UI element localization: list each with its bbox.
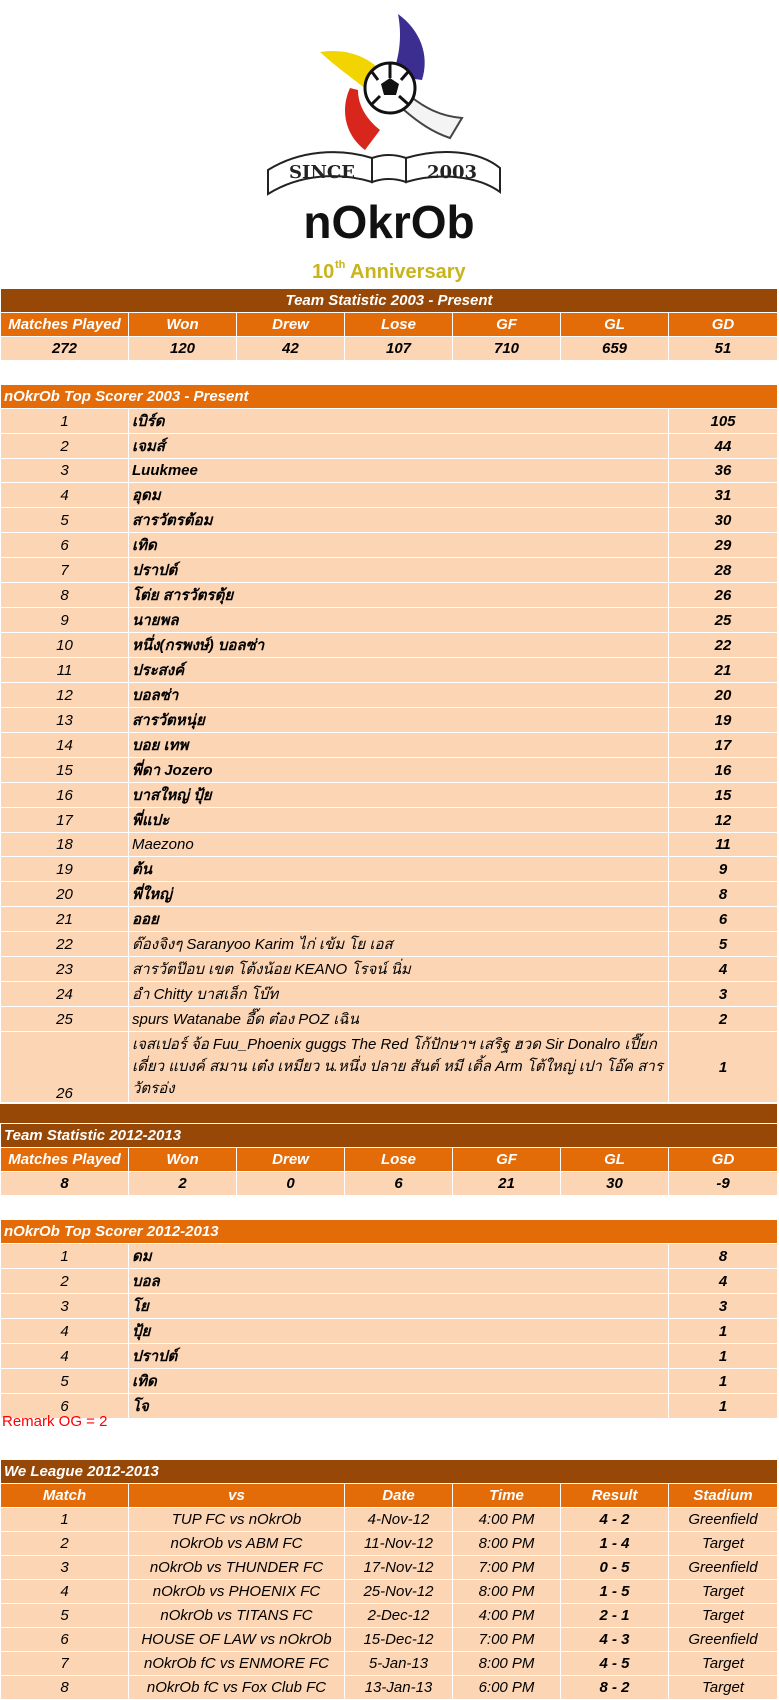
scorer-name: ปราปต์ [129,1344,669,1369]
scorer-rank: 12 [1,683,129,708]
scorer-row [1,1269,778,1294]
fixture-date: 5-Jan-13 [345,1652,453,1676]
fixture-time: 8:00 PM [453,1580,561,1604]
anniversary-suffix: th [335,259,346,271]
scorer-rank: 4 [1,483,129,508]
scorer-name: ต้น [129,857,669,882]
fixture-result: 1 - 5 [561,1580,669,1604]
fixture-date: 2-Dec-12 [345,1604,453,1628]
scorer-goals: 26 [669,583,778,608]
fixture-date: 4-Nov-12 [345,1508,453,1532]
header-cell: Match [1,1484,129,1508]
fixture-vs: nOkrOb vs ABM FC [129,1532,345,1556]
scorer-name: หนึ่ง(กรพงษ์) บอลซ่า [129,633,669,658]
league-header [1,1484,778,1508]
fixture-row [1,1556,778,1580]
team-statistic-season-table [0,1123,778,1196]
scorer-goals: 12 [669,808,778,833]
fixture-row [1,1676,778,1700]
fixture-stadium: Target [669,1580,778,1604]
scorer-name: เทิด [129,533,669,558]
scorer-goals: 8 [669,882,778,907]
header-cell: Won [129,313,237,337]
fixture-result: 4 - 5 [561,1652,669,1676]
fixture-time: 4:00 PM [453,1604,561,1628]
fixture-result: 8 - 2 [561,1676,669,1700]
scorer-rank: 8 [1,583,129,608]
scorer-row [1,808,778,833]
scorer-rank: 19 [1,857,129,882]
scorer-row [1,1294,778,1319]
scorer-rank: 18 [1,833,129,857]
fixture-result: 4 - 3 [561,1628,669,1652]
scorer-row [1,483,778,508]
scorer-goals: 17 [669,733,778,758]
team-statistic-all-table [0,288,778,361]
scorer-goals: 4 [669,1269,778,1294]
scorer-rank: 14 [1,733,129,758]
scorer-rank: 5 [1,1369,129,1394]
fixture-time: 7:00 PM [453,1556,561,1580]
fixture-result: 4 - 2 [561,1508,669,1532]
fixture-vs: nOkrOb vs PHOENIX FC [129,1580,345,1604]
scorer-name: นายพล [129,608,669,633]
fixture-stadium: Target [669,1532,778,1556]
own-goal-remark: Remark OG = 2 [2,1413,108,1430]
header-cell: GD [669,313,778,337]
top-scorer-season-title: nOkrOb Top Scorer 2012-2013 [1,1220,778,1244]
fixture-row [1,1652,778,1676]
fixture-row [1,1508,778,1532]
scorer-row [1,957,778,982]
scorer-row [1,1394,778,1419]
scorer-name: สารวัตป๊อบ เขต โต้งน้อย KEANO โรจน์ นิ่ม [129,957,669,982]
scorer-name: ต๊องจิงๆ Saranyoo Karim ไก่ เข้ม โย เอส [129,932,669,957]
league-fixtures-table [0,1459,778,1700]
scorer-rank: 9 [1,608,129,633]
scorer-row [1,608,778,633]
scorer-name: ปราปต์ [129,558,669,583]
fixture-result: 2 - 1 [561,1604,669,1628]
team-statistic-all-values [1,337,778,361]
fixture-date: 11-Nov-12 [345,1532,453,1556]
anniversary-number: 10 [312,261,335,283]
fixture-match: 7 [1,1652,129,1676]
fixture-stadium: Target [669,1676,778,1700]
scorer-row [1,783,778,808]
scorer-rank: 13 [1,708,129,733]
fixture-date: 17-Nov-12 [345,1556,453,1580]
scorer-goals: 1 [669,1394,778,1419]
fixture-stadium: Greenfield [669,1628,778,1652]
scorer-name: สารวัตหนุ่ย [129,708,669,733]
scorer-goals: 19 [669,708,778,733]
fixture-stadium: Target [669,1652,778,1676]
value-cell: 2 [129,1172,237,1196]
scorer-row [1,533,778,558]
scorer-goals: 25 [669,608,778,633]
fixture-match: 1 [1,1508,129,1532]
header-cell: GD [669,1148,778,1172]
scorer-row [1,434,778,459]
scorer-name: เทิด [129,1369,669,1394]
anniversary-text: Anniversary [350,261,466,283]
value-cell: 6 [345,1172,453,1196]
scorer-row [1,633,778,658]
scorer-rank: 1 [1,409,129,434]
scorer-rank: 26 [1,1032,129,1103]
fixture-row [1,1604,778,1628]
scorer-name: Maezono [129,833,669,857]
value-cell: 710 [453,337,561,361]
header-cell: Stadium [669,1484,778,1508]
top-scorer-all-table [0,384,778,1103]
scorer-row [1,583,778,608]
scorer-row [1,1344,778,1369]
top-scorer-season-table [0,1219,778,1419]
value-cell: 21 [453,1172,561,1196]
fixture-vs: nOkrOb fC vs Fox Club FC [129,1676,345,1700]
scorer-row [1,982,778,1007]
fixture-match: 6 [1,1628,129,1652]
scorer-row [1,683,778,708]
scorer-name: พี่ดา Jozero [129,758,669,783]
scorer-name: Luukmee [129,459,669,483]
scorer-name: อุดม [129,483,669,508]
scorer-row [1,833,778,857]
scorer-rank: 2 [1,1269,129,1294]
scorer-name: บอย เทพ [129,733,669,758]
scorer-goals: 44 [669,434,778,459]
white-flag-shape [404,96,462,138]
scorer-row [1,459,778,483]
scorer-rank: 23 [1,957,129,982]
header-cell: Date [345,1484,453,1508]
scorer-name: เจมส์ [129,434,669,459]
scorer-rank: 20 [1,882,129,907]
scorer-rank: 22 [1,932,129,957]
value-cell: 30 [561,1172,669,1196]
scorer-name: ประสงค์ [129,658,669,683]
scorer-name: สารวัตรต้อม [129,508,669,533]
fixture-match: 4 [1,1580,129,1604]
scorer-rank: 17 [1,808,129,833]
scorer-row [1,1032,778,1103]
scorer-name: ปุ้ย [129,1319,669,1344]
fixture-vs: HOUSE OF LAW vs nOkrOb [129,1628,345,1652]
fixture-stadium: Target [669,1604,778,1628]
scorer-rank: 21 [1,907,129,932]
scorer-goals: 11 [669,833,778,857]
scorer-goals: 5 [669,932,778,957]
scorer-rank: 10 [1,633,129,658]
header-cell: Result [561,1484,669,1508]
scorer-goals: 31 [669,483,778,508]
team-logo [0,0,779,288]
scorer-row [1,658,778,683]
scorer-goals: 22 [669,633,778,658]
fixture-stadium: Greenfield [669,1556,778,1580]
header-cell: Time [453,1484,561,1508]
scorer-rank: 6 [1,533,129,558]
scorer-row [1,409,778,434]
header-cell: GL [561,1148,669,1172]
fixture-time: 8:00 PM [453,1532,561,1556]
scorer-goals: 105 [669,409,778,434]
top-scorer-all-title: nOkrOb Top Scorer 2003 - Present [1,385,778,409]
scorer-row [1,1244,778,1269]
scorer-rank: 15 [1,758,129,783]
header-cell: Drew [237,313,345,337]
scorer-rank: 1 [1,1244,129,1269]
header-cell: vs [129,1484,345,1508]
scorer-goals: 30 [669,508,778,533]
scorer-name: ดม [129,1244,669,1269]
fixture-vs: nOkrOb vs THUNDER FC [129,1556,345,1580]
scorer-rank: 11 [1,658,129,683]
value-cell: 659 [561,337,669,361]
fixture-row [1,1628,778,1652]
scorer-name: โย [129,1294,669,1319]
scorer-goals: 21 [669,658,778,683]
scorer-name: อำ Chitty บาสเล็ก โบ๊ท [129,982,669,1007]
scorer-name: spurs Watanabe อี๊ด ต๋อง POZ เฉิน [129,1007,669,1032]
scorer-rank: 5 [1,508,129,533]
header-cell: Matches Played [1,1148,129,1172]
anniversary-logo [0,0,779,288]
header-cell: Drew [237,1148,345,1172]
scorer-row [1,708,778,733]
scorer-row [1,1369,778,1394]
scorer-goals: 2 [669,1007,778,1032]
header-cell: GF [453,1148,561,1172]
header-cell: Matches Played [1,313,129,337]
scorer-row [1,1319,778,1344]
fixture-row [1,1532,778,1556]
scorer-row [1,907,778,932]
scorer-row [1,733,778,758]
brand-text: nOkrOb [303,196,475,248]
scorer-goals: 1 [669,1032,778,1103]
scorer-name: เจสเปอร์ จ้อ Fuu_Phoenix guggs The Red โก้ปักษาฯ เสริฐ ฮวด Sir Donalro เปี๊ยก เดี่ยว แบงค์ สมาน เต๋ง เหมียว น.หนึ่ง ปลาย สันต์ หมี เติ้ล Arm โต้ใหญ่ เปา โอ๊ค สารวัตรอ่ง [129,1032,669,1103]
scorer-row [1,932,778,957]
fixture-time: 8:00 PM [453,1652,561,1676]
fixture-date: 15-Dec-12 [345,1628,453,1652]
fixture-vs: TUP FC vs nOkrOb [129,1508,345,1532]
scorer-name: บอลซ่า [129,683,669,708]
scorer-rank: 25 [1,1007,129,1032]
scorer-rank: 2 [1,434,129,459]
scorer-name: พี่ใหญ่ [129,882,669,907]
team-statistic-all-title: Team Statistic 2003 - Present [1,289,778,313]
scorer-rank: 3 [1,1294,129,1319]
league-title: We League 2012-2013 [1,1460,778,1484]
since-text: SINCE [289,162,355,183]
fixture-match: 5 [1,1604,129,1628]
scorer-name: โต่ย สารวัตรตุ้ย [129,583,669,608]
scorer-goals: 29 [669,533,778,558]
fixture-match: 8 [1,1676,129,1700]
header-cell: GL [561,313,669,337]
scorer-goals: 6 [669,907,778,932]
scorer-rank: 6 [1,1394,129,1419]
scorer-goals: 3 [669,982,778,1007]
fixture-date: 13-Jan-13 [345,1676,453,1700]
year-text: 2003 [426,162,478,183]
team-statistic-season-values [1,1172,778,1196]
scorer-rank: 24 [1,982,129,1007]
scorer-rank: 3 [1,459,129,483]
scorer-goals: 1 [669,1319,778,1344]
team-statistic-season-title: Team Statistic 2012-2013 [1,1124,778,1148]
fixture-stadium: Greenfield [669,1508,778,1532]
value-cell: 107 [345,337,453,361]
value-cell: 272 [1,337,129,361]
scorer-name: ออย [129,907,669,932]
fixture-result: 1 - 4 [561,1532,669,1556]
header-cell: Lose [345,1148,453,1172]
scorer-rank: 4 [1,1344,129,1369]
fixture-row [1,1580,778,1604]
scorer-name: บาสใหญ่ ปุ้ย [129,783,669,808]
scorer-row [1,857,778,882]
fixture-time: 7:00 PM [453,1628,561,1652]
scorer-row [1,758,778,783]
scorer-rank: 7 [1,558,129,583]
fixture-vs: nOkrOb fC vs ENMORE FC [129,1652,345,1676]
scorer-goals: 15 [669,783,778,808]
scorer-goals: 9 [669,857,778,882]
scorer-goals: 4 [669,957,778,982]
scorer-rank: 16 [1,783,129,808]
scorer-rank: 4 [1,1319,129,1344]
scorer-row [1,882,778,907]
header-cell: GF [453,313,561,337]
value-cell: 120 [129,337,237,361]
scorer-name: พี่แปะ [129,808,669,833]
header-cell: Won [129,1148,237,1172]
scorer-goals: 36 [669,459,778,483]
scorer-goals: 20 [669,683,778,708]
fixture-vs: nOkrOb vs TITANS FC [129,1604,345,1628]
scorer-goals: 1 [669,1344,778,1369]
scorer-goals: 8 [669,1244,778,1269]
fixture-match: 3 [1,1556,129,1580]
fixture-result: 0 - 5 [561,1556,669,1580]
scorer-row [1,508,778,533]
header-cell: Lose [345,313,453,337]
soccer-ball-icon [365,63,415,113]
team-statistic-season-header [1,1148,778,1172]
scorer-name: โจ [129,1394,669,1419]
value-cell: 42 [237,337,345,361]
value-cell: 0 [237,1172,345,1196]
fixture-date: 25-Nov-12 [345,1580,453,1604]
scorer-row [1,1007,778,1032]
scorer-name: บอล [129,1269,669,1294]
scorer-goals: 1 [669,1369,778,1394]
scorer-goals: 3 [669,1294,778,1319]
scorer-goals: 16 [669,758,778,783]
value-cell: 8 [1,1172,129,1196]
fixture-time: 4:00 PM [453,1508,561,1532]
fixture-time: 6:00 PM [453,1676,561,1700]
value-cell: 51 [669,337,778,361]
scorer-goals: 28 [669,558,778,583]
fixture-match: 2 [1,1532,129,1556]
value-cell: -9 [669,1172,778,1196]
team-statistic-all-header [1,313,778,337]
scorer-row [1,558,778,583]
scorer-name: เบิร์ด [129,409,669,434]
